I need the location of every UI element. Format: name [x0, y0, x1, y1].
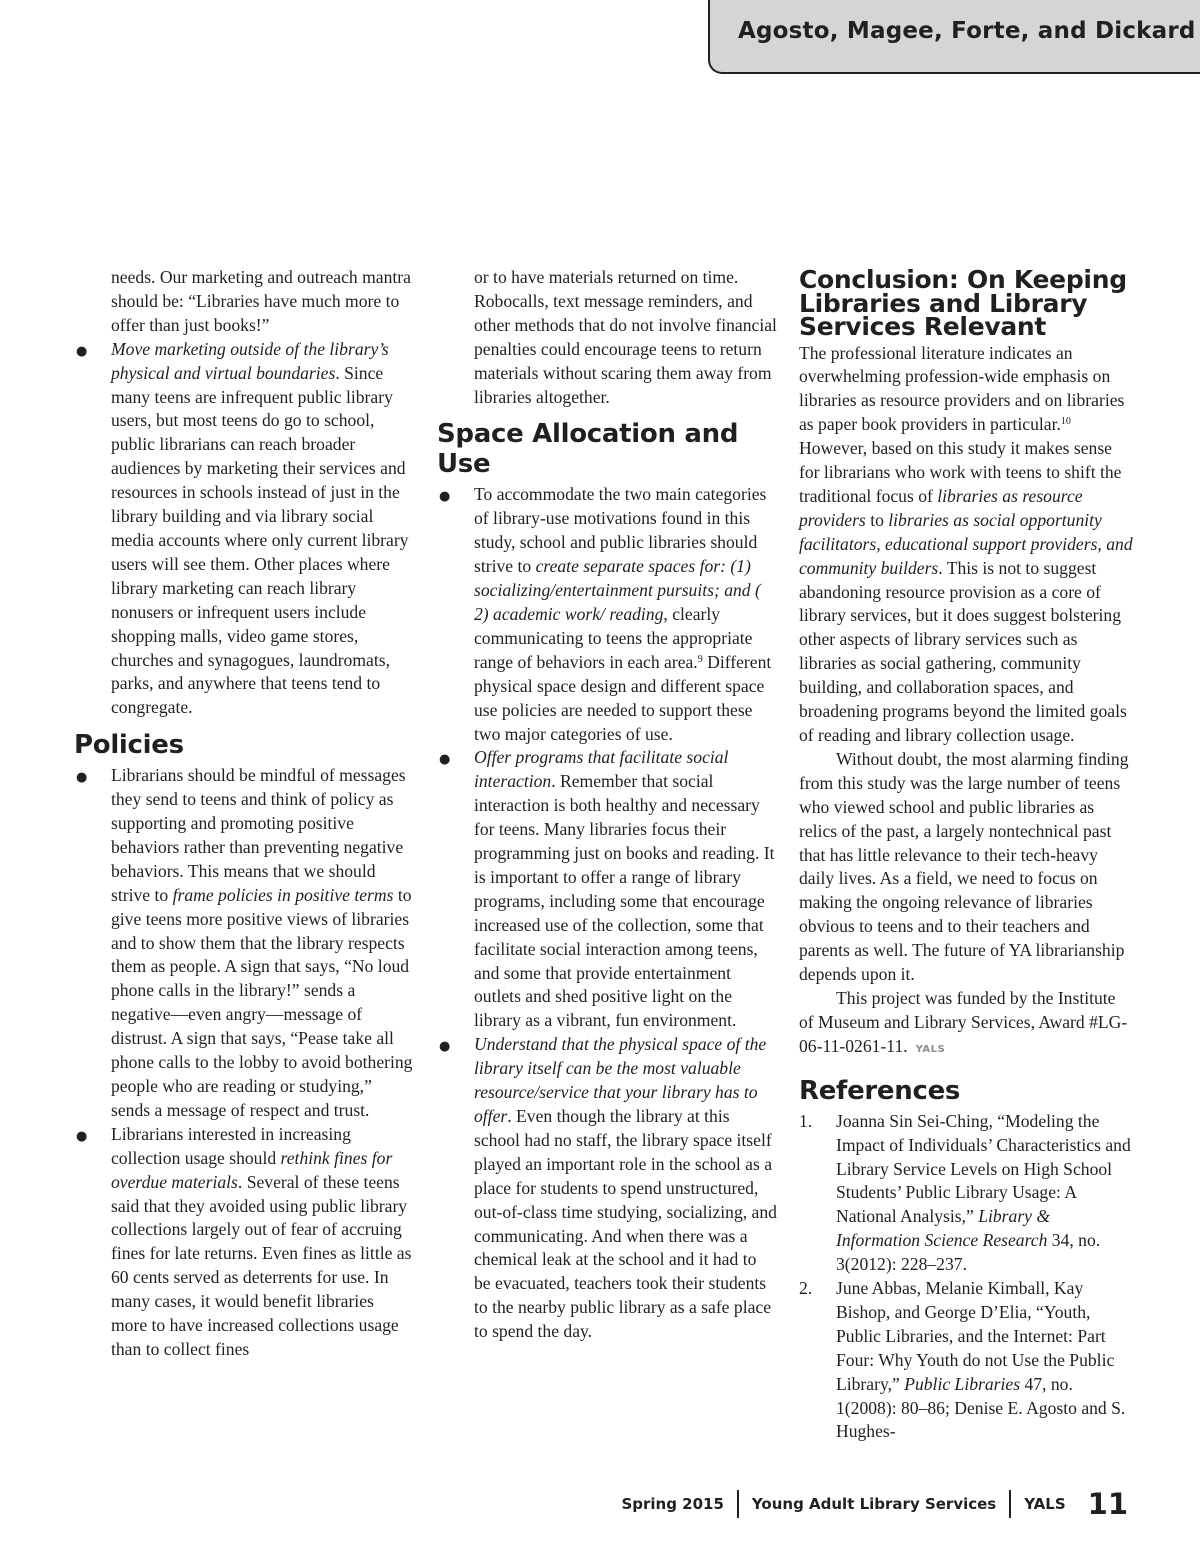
- footer-issue: Spring 2015: [621, 1495, 724, 1513]
- conclusion-paragraph-2: Without doubt, the most alarming finding from this study was the large number of teens who viewed school and public libraries as relics of the past, a largely nontechnical past that has little relevance to their tech-heavy daily lives. As a field, we need to focus on making the ongoing relevance of libraries obvious to teens and to their teachers and parents as well. The future of YA librarianship depends upon it.: [799, 748, 1129, 985]
- footnote-ref: 9: [697, 653, 703, 665]
- column-2: [437, 266, 777, 1344]
- reference-item: 1. Joanna Sin Sei-Ching, “Modeling the Impact of Individuals’ Characteristics and Library Service Levels on High School Students’ Public Library Usage: A National Analysis,” Library & Information Science Research 34, no. 3(2012): 228–237.: [799, 1110, 1131, 1275]
- references-list: [799, 1110, 1134, 1445]
- list-item-mindful: ● Librarians should be mindful of messages they send to teens and think of policy as supporting and promoting positive behaviors rather than preventing negative behaviors. This means that we should strive to frame policies in positive terms to give teens more positive views of libraries and to show them that the library respects them as people. A sign that says, “No loud phone calls in the library!” sends a negative—even angry—message of distrust. A sign that says, “Pease take all phone calls to the lobby to avoid bothering people who are reading or studying,” sends a message of respect and trust.: [74, 764, 414, 1123]
- list-item-programs: ● Offer programs that facilitate social interaction. Remember that social interaction is both healthy and necessary for teens. Many libraries focus their programming just on books and reading. It is important to offer a range of library programs, including some that encourage increased use of the collection, some that facilitate social interaction among teens, and some that provide entertainment outlets and shed positive light on the library as a vibrant, fun environment.: [437, 746, 777, 1033]
- footer-journal: Young Adult Library Services: [751, 1495, 997, 1513]
- footer-abbr: YALS: [1024, 1495, 1066, 1513]
- funding-paragraph: This project was funded by the Institute of Museum and Library Services, Award #LG-06-11-0261-11. YALS: [799, 987, 1128, 1056]
- header-authors: Agosto, Magee, Forte, and Dickard: [738, 18, 1196, 44]
- continued-paragraph: needs. Our marketing and outreach mantra should be: “Libraries have much more to offer than just books!”: [111, 267, 411, 335]
- space-list: [437, 483, 777, 1344]
- section-heading-references: References: [799, 1075, 961, 1106]
- end-mark: YALS: [915, 1043, 946, 1055]
- page-footer: [621, 1484, 1128, 1524]
- list-item-physical: ● Understand that the physical space of the library itself can be the most valuable resource/service that your library has to offer. Even though the library at this school had no staff, the library space itself played an important role in the school as a place for students to spend unstructured, out-of-class time studying, socializing, and communicating. And when there was a chemical leak at the school and it had to be evacuated, teachers took their students to the nearby public library as a safe place to spend the day.: [437, 1033, 777, 1344]
- marketing-list: [74, 338, 414, 721]
- section-heading-policies: Policies: [74, 730, 184, 761]
- column-3: [799, 266, 1134, 1444]
- footer-divider: [1009, 1490, 1011, 1518]
- continued-paragraph: or to have materials returned on time. Robocalls, text message reminders, and other methods that do not involve financial penalties could encourage teens to return materials without scaring them away from libraries altogether.: [474, 267, 777, 407]
- running-header: [708, 0, 1200, 74]
- list-item-fines: ● Librarians interested in increasing collection usage should rethink fines for overdue materials. Several of these teens said that they avoided using public library collections largely out of fear of accruing fines for late returns. Even fines as little as 60 cents served as deterrents for use. In many cases, it would benefit libraries more to have increased collections usage than to collect fines: [74, 1123, 414, 1362]
- column-1: [74, 266, 414, 1362]
- conclusion-paragraph-1: The professional literature indicates an overwhelming profession-wide emphasis on libraries as resource providers and on libraries as paper book providers in particular.$^{10}$ However, based on this study it makes sense for librarians who work with teens to shift the traditional focus of libraries as resource providers to libraries as social opportunity facilitators, educational support providers, and community builders. This is not to suggest abandoning resource provision as a core of library services, but it does suggest bolstering other aspects of library services such as libraries as social gathering, community building, and collaboration spaces, and broadening programs beyond the limited goals of reading and library collection usage.: [799, 342, 1133, 745]
- reference-item: 2. June Abbas, Melanie Kimball, Kay Bishop, and George D’Elia, “Youth, Public Libraries, and the Internet: Part Four: Why Youth do not Use the Public Library,” Public Libraries 47, no. 1(2008): 80–86; Denise E. Agosto and S. Hughes-: [799, 1278, 1126, 1442]
- page-number: 11: [1087, 1487, 1128, 1521]
- policies-list: [74, 764, 414, 1362]
- section-heading-space: Space Allocation and Use: [437, 419, 739, 480]
- footnote-ref: 10: [1060, 416, 1071, 428]
- list-item-spaces: ● To accommodate the two main categories of library-use motivations found in this study, school and public libraries should strive to create separate spaces for: (1) socializing/entertainment pursuits; and ( 2) academic work/ reading, clearly communicating to teens the appropriate range of behaviors in each area.$^9$ Different physical space design and different space use policies are needed to support these two major categories of use.: [437, 483, 777, 746]
- footer-divider: [737, 1490, 739, 1518]
- list-item-marketing: ● Move marketing outside of the library’s physical and virtual boundaries. Since many teens are infrequent public library users, but most teens do go to school, public librarians can reach broader audiences by marketing their services and resources in schools instead of just in the library building and via library social media accounts where only current library users will see them. Other places where library marketing can reach library nonusers or infrequent users include shopping malls, video game stores, churches and synagogues, laundromats, parks, and anywhere that teens tend to congregate.: [74, 338, 414, 721]
- section-heading-conclusion: Conclusion: On Keeping Libraries and Library Services Relevant: [799, 265, 1127, 341]
